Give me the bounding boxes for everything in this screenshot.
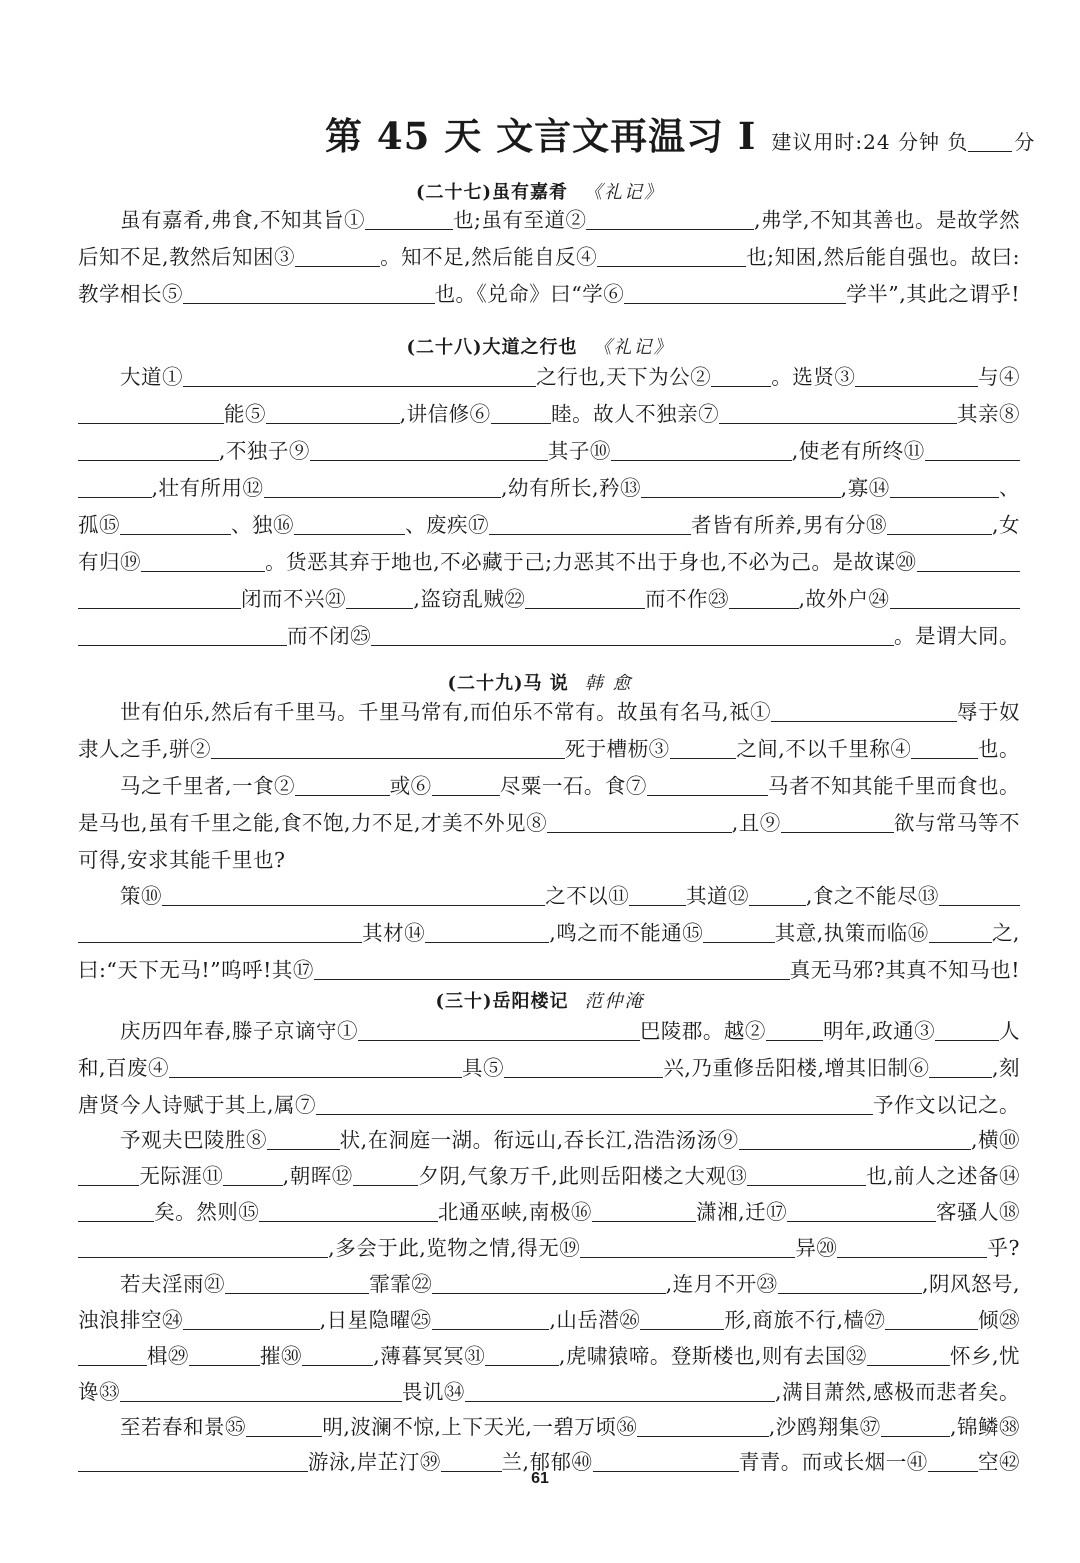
passage-text: ,故外户㉔ (798, 587, 890, 611)
answer-blank[interactable] (120, 1381, 402, 1402)
text-line (78, 1200, 1020, 1224)
answer-blank[interactable] (890, 477, 999, 498)
passage-text: 若夫淫雨㉑ (120, 1272, 225, 1296)
passage-text: ,弗学,不知其善也。是故学然 (753, 208, 1020, 232)
answer-blank[interactable] (881, 1416, 950, 1437)
answer-blank[interactable] (580, 1237, 795, 1258)
text-line (78, 402, 1020, 426)
passage-text: 北通巫峡,南极⑯ (437, 1200, 592, 1224)
text-line (78, 1164, 1020, 1188)
answer-blank[interactable] (640, 1309, 724, 1330)
passage-text: ,朝晖⑫ (282, 1164, 353, 1188)
passage-text: ,多会于此,览物之情,得无⑲ (328, 1236, 581, 1260)
passage-text: 其亲⑧ (956, 402, 1020, 426)
passage-text: 庆历四年春,滕子京谪守① (120, 1019, 359, 1043)
answer-blank[interactable] (78, 403, 224, 424)
answer-blank[interactable] (225, 1273, 369, 1294)
answer-blank[interactable] (223, 1165, 282, 1186)
passage-text: 浊浪排空㉔ (78, 1308, 183, 1332)
answer-blank[interactable] (929, 922, 992, 943)
score-blank[interactable] (968, 131, 1012, 152)
text-line (78, 1308, 1020, 1332)
answer-blank[interactable] (162, 885, 545, 906)
passage-text: 孤⑮ (78, 513, 120, 537)
text-line (78, 1380, 1020, 1404)
answer-blank[interactable] (346, 588, 413, 609)
suggested-time: 建议用时:24 分钟 负 (771, 130, 969, 154)
answer-blank[interactable] (597, 246, 746, 267)
text-line (78, 476, 1020, 500)
page-number: 61 (531, 1470, 549, 1487)
passage-text: 、 (998, 476, 1020, 500)
text-line (78, 958, 1020, 982)
section-title (0, 987, 1080, 1013)
passage-text: 巴陵郡。越② (639, 1019, 766, 1043)
passage-text: ,刻 (991, 1056, 1020, 1080)
passage-text: 也,前人之述备⑭ (865, 1164, 1020, 1188)
answer-blank[interactable] (432, 775, 500, 796)
answer-blank[interactable] (465, 1381, 775, 1402)
answer-blank[interactable] (266, 403, 400, 424)
answer-blank[interactable] (78, 588, 241, 609)
passage-text: 、废疾⑰ (405, 513, 490, 537)
text-line (120, 1415, 1020, 1439)
answer-blank[interactable] (592, 1201, 696, 1222)
answer-blank[interactable] (183, 366, 536, 387)
answer-blank[interactable] (141, 551, 265, 572)
passage-text: 夕阴,气象万千,此则岳阳楼之大观⑬ (418, 1164, 748, 1188)
passage-text: 死于槽枥③ (564, 737, 670, 761)
answer-blank[interactable] (771, 701, 957, 722)
answer-blank[interactable] (911, 738, 978, 759)
answer-blank[interactable] (189, 1345, 260, 1366)
answer-blank[interactable] (641, 477, 841, 498)
passage-text: ,日星隐曜㉕ (319, 1308, 432, 1332)
answer-blank[interactable] (586, 209, 753, 230)
passage-text: 之间,不以千里称④ (736, 737, 912, 761)
passage-text: 兴,乃重修岳阳楼,增其旧制⑥ (663, 1056, 930, 1080)
passage-text: 而不闭㉕ (287, 624, 372, 648)
text-line (120, 1128, 1020, 1152)
answer-blank[interactable] (432, 1273, 665, 1294)
passage-text: ,连月不开㉓ (665, 1272, 778, 1296)
passage-text: 人 (998, 1019, 1020, 1043)
passage-text: ,山岳潜㉖ (549, 1308, 641, 1332)
section-title (0, 178, 1080, 204)
passage-text: 客骚人⑱ (935, 1200, 1020, 1224)
passage-text: 其意,执策而临⑯ (774, 921, 929, 945)
passage-text: 大道① (120, 365, 183, 389)
text-line (120, 884, 1020, 908)
text-line (120, 208, 1020, 232)
text-line (120, 700, 1020, 724)
answer-blank[interactable] (525, 588, 645, 609)
passage-text: 或⑥ (389, 774, 432, 798)
passage-text: 游泳,岸芷汀㊴ (307, 1450, 441, 1474)
section-author: 韩 愈 (584, 673, 633, 694)
answer-blank[interactable] (867, 1345, 950, 1366)
passage-text: ,不独子⑨ (218, 439, 310, 463)
passage-text: 者皆有所养,男有分⑱ (690, 513, 887, 537)
answer-blank[interactable] (183, 1309, 320, 1330)
passage-text: 有归⑲ (78, 550, 141, 574)
text-line (78, 1093, 1020, 1117)
passage-text: 辱于奴 (957, 700, 1020, 724)
passage-text: 。知不足,然后能自反④ (380, 245, 598, 269)
answer-blank[interactable] (917, 551, 1020, 572)
passage-text: 也;虽有至道② (453, 208, 587, 232)
text-line (120, 365, 1020, 389)
passage-text: ,薄暮冥冥㉛ (373, 1344, 486, 1368)
text-line (78, 1056, 1020, 1080)
section-heading: (二十八)大道之行也 (406, 337, 578, 358)
answer-blank[interactable] (78, 1237, 328, 1258)
passage-text: 青青。而或长烟一㊶ (738, 1450, 928, 1474)
answer-blank[interactable] (264, 477, 501, 498)
passage-text: 与④ (977, 365, 1020, 389)
passage-text: 学半”,其此之谓乎! (846, 282, 1020, 306)
section-heading: (三十)岳阳楼记 (435, 991, 569, 1012)
passage-text: ,寡⑭ (840, 476, 890, 500)
answer-blank[interactable] (78, 1451, 308, 1472)
passage-text: 异⑳ (795, 1236, 838, 1260)
passage-text: 也;知困,然后能自强也。故曰: (746, 245, 1020, 269)
text-line (120, 1272, 1020, 1296)
text-line (78, 587, 1020, 611)
passage-text: 策⑩ (120, 884, 162, 908)
passage-text: ,横⑩ (970, 1128, 1020, 1152)
passage-text: 明年,政通③ (823, 1019, 936, 1043)
passage-text: 至若春和景㉟ (120, 1415, 246, 1439)
text-line (78, 245, 1020, 269)
passage-text: 其材⑭ (362, 921, 426, 945)
passage-text: 世有伯乐,然后有千里马。千里马常有,而伯乐不常有。故虽有名马,祗① (120, 700, 772, 724)
answer-blank[interactable] (929, 1057, 991, 1078)
passage-text: 明,波澜不惊,上下天光,一碧万顷㊱ (322, 1415, 638, 1439)
passage-text: ,虎啸猿啼。登斯楼也,则有去国㉜ (558, 1344, 867, 1368)
passage-text: 予作文以记之。 (873, 1093, 1020, 1117)
passage-text: 倾㉘ (977, 1308, 1020, 1332)
passage-text: 、独⑯ (231, 513, 295, 537)
answer-blank[interactable] (485, 1345, 559, 1366)
answer-blank[interactable] (855, 366, 978, 387)
passage-text: 之, (991, 921, 1020, 945)
passage-text: 楫㉙ (146, 1344, 189, 1368)
answer-blank[interactable] (246, 1416, 322, 1437)
answer-blank[interactable] (78, 1345, 147, 1366)
answer-blank[interactable] (928, 1451, 978, 1472)
answer-blank[interactable] (703, 922, 775, 943)
answer-blank[interactable] (371, 625, 894, 646)
answer-blank[interactable] (766, 1020, 823, 1041)
answer-blank[interactable] (78, 1201, 154, 1222)
answer-blank[interactable] (778, 1273, 922, 1294)
page-header (325, 106, 1035, 160)
answer-blank[interactable] (78, 477, 152, 498)
section-author: 《礼记》 (593, 337, 674, 358)
section-title (0, 669, 1080, 695)
answer-blank[interactable] (169, 1057, 462, 1078)
text-line (78, 737, 1020, 761)
passage-text: 唐贤今人诗赋于其上,属⑦ (78, 1093, 317, 1117)
passage-text: 乎? (987, 1236, 1020, 1260)
answer-blank[interactable] (489, 514, 691, 535)
passage-text: 也。 (977, 737, 1020, 761)
passage-text: 也。《兑命》曰“学⑥ (434, 282, 625, 306)
text-line (78, 848, 286, 872)
text-line (78, 439, 1020, 463)
answer-blank[interactable] (295, 246, 380, 267)
passage-text: ,讲信修⑥ (399, 402, 491, 426)
passage-text: 空㊷ (977, 1450, 1020, 1474)
answer-blank[interactable] (432, 1309, 550, 1330)
answer-blank[interactable] (719, 403, 957, 424)
answer-blank[interactable] (78, 625, 287, 646)
answer-blank[interactable] (637, 1416, 768, 1437)
passage-text: 虽有嘉肴,弗食,不知其旨① (120, 208, 366, 232)
answer-blank[interactable] (183, 283, 435, 304)
passage-text: 马者不知其能千里而食也。 (767, 774, 1020, 798)
answer-blank[interactable] (885, 1309, 977, 1330)
passage-text: 能⑤ (224, 402, 267, 426)
answer-blank[interactable] (294, 514, 405, 535)
passage-text: 是马也,虽有千里之能,食不饱,力不足,才美不外见⑧ (78, 811, 548, 835)
passage-text: 可得,安求其能千里也? (78, 848, 286, 872)
answer-blank[interactable] (781, 812, 894, 833)
passage-text: ,沙鸥翔集㊲ (768, 1415, 881, 1439)
passage-text: 闭而不兴㉑ (241, 587, 347, 611)
passage-text: 予观夫巴陵胜⑧ (120, 1128, 267, 1152)
passage-text: 矣。然则⑮ (154, 1200, 260, 1224)
answer-blank[interactable] (365, 209, 453, 230)
passage-text: 睦。故人不独亲⑦ (551, 402, 720, 426)
answer-blank[interactable] (504, 1057, 663, 1078)
answer-blank[interactable] (729, 588, 799, 609)
answer-blank[interactable] (491, 403, 552, 424)
passage-text: 其子⑩ (547, 439, 611, 463)
text-line (78, 513, 1020, 537)
answer-blank[interactable] (887, 514, 992, 535)
section-heading: (二十九)马 说 (447, 673, 569, 694)
passage-text: ,锦鳞㊳ (949, 1415, 1020, 1439)
section-author: 范仲淹 (584, 991, 645, 1012)
answer-blank[interactable] (316, 1094, 873, 1115)
text-line (78, 811, 1020, 835)
passage-text: ,幼有所长,矜⑬ (501, 476, 642, 500)
passage-text: 后知不足,教然后知困③ (78, 245, 296, 269)
text-line (120, 774, 1020, 798)
text-line (120, 1019, 1020, 1043)
answer-blank[interactable] (647, 775, 768, 796)
answer-blank[interactable] (670, 738, 737, 759)
section-author: 《礼记》 (584, 182, 665, 203)
answer-blank[interactable] (441, 1451, 502, 1472)
passage-text: ,壮有所用⑫ (151, 476, 264, 500)
section-title (0, 333, 1080, 359)
passage-text: 摧㉚ (260, 1344, 303, 1368)
answer-blank[interactable] (314, 959, 790, 980)
answer-blank[interactable] (310, 440, 548, 461)
passage-text: ,使老有所终⑪ (791, 439, 925, 463)
answer-blank[interactable] (890, 588, 1020, 609)
text-line (78, 550, 1020, 574)
passage-text: 状,在洞庭一湖。衔远山,吞长江,浩浩汤汤⑨ (339, 1128, 739, 1152)
passage-text: 。选贤③ (771, 365, 856, 389)
answer-blank[interactable] (302, 1345, 373, 1366)
passage-text: 和,百废④ (78, 1056, 170, 1080)
answer-blank[interactable] (837, 1237, 987, 1258)
text-line (78, 1236, 1020, 1260)
passage-text: 之不以⑪ (545, 884, 630, 908)
answer-blank[interactable] (925, 440, 1020, 461)
passage-text: ,女 (991, 513, 1020, 537)
answer-blank[interactable] (593, 1451, 739, 1472)
passage-text: 具⑤ (462, 1056, 505, 1080)
answer-blank[interactable] (611, 440, 792, 461)
text-line (78, 1344, 1020, 1368)
passage-text: 教学相长⑤ (78, 282, 183, 306)
answer-blank[interactable] (211, 738, 565, 759)
passage-text: ,盗窃乱贼㉒ (413, 587, 526, 611)
answer-blank[interactable] (120, 514, 231, 535)
passage-text: 霏霏㉒ (369, 1272, 433, 1296)
passage-text: 隶人之手,骈② (78, 737, 212, 761)
answer-blank[interactable] (939, 885, 1020, 906)
passage-text: ,阴风怒号, (921, 1272, 1020, 1296)
answer-blank[interactable] (78, 922, 362, 943)
passage-text: 形,商旅不行,樯㉗ (724, 1308, 886, 1332)
passage-text: 兰,郁郁㊵ (501, 1450, 593, 1474)
answer-blank[interactable] (358, 1020, 640, 1041)
score-unit: 分 (1014, 130, 1036, 154)
passage-text: 。是谓大同。 (893, 624, 1020, 648)
passage-text: ,食之不能尽⑬ (805, 884, 939, 908)
passage-text: 马之千里者,一食② (120, 774, 296, 798)
answer-blank[interactable] (353, 1165, 419, 1186)
section-heading: (二十七)虽有嘉肴 (415, 182, 569, 203)
answer-blank[interactable] (935, 1020, 999, 1041)
answer-blank[interactable] (711, 366, 771, 387)
passage-text: 。货恶其弃于地也,不必藏于己;力恶其不出于身也,不必为己。是故谋⑳ (265, 550, 917, 574)
answer-blank[interactable] (78, 440, 219, 461)
text-line (78, 624, 1020, 648)
passage-text: 怀乡,忧 (949, 1344, 1020, 1368)
answer-blank[interactable] (787, 1201, 936, 1222)
passage-text: 畏讥㉞ (401, 1380, 465, 1404)
passage-text: ,满目萧然,感极而悲者矣。 (774, 1380, 1020, 1404)
passage-text: 曰:“天下无马!”呜呼!其⑰ (78, 958, 314, 982)
page-title: 第 45 天 文言文再温习 I (325, 114, 757, 158)
answer-blank[interactable] (78, 1165, 139, 1186)
answer-blank[interactable] (747, 1165, 866, 1186)
answer-blank[interactable] (629, 885, 686, 906)
passage-text: ,且⑨ (731, 811, 781, 835)
passage-text: 真无马邪?其真不知马也! (789, 958, 1020, 982)
passage-text: 其道⑫ (686, 884, 750, 908)
text-line (78, 282, 1020, 306)
passage-text: 而不作㉓ (644, 587, 729, 611)
answer-blank[interactable] (267, 1129, 340, 1150)
passage-text: 谗㉝ (78, 1380, 120, 1404)
passage-text: 无际涯⑪ (139, 1164, 224, 1188)
answer-blank[interactable] (547, 812, 732, 833)
passage-text: 欲与常马等不 (893, 811, 1020, 835)
passage-text: 潇湘,迁⑰ (696, 1200, 788, 1224)
passage-text: 尽粟一石。食⑦ (499, 774, 647, 798)
answer-blank[interactable] (259, 1201, 438, 1222)
text-line (78, 921, 1020, 945)
answer-blank[interactable] (295, 775, 390, 796)
passage-text: ,鸣之而不能通⑮ (549, 921, 704, 945)
answer-blank[interactable] (739, 1129, 971, 1150)
answer-blank[interactable] (624, 283, 846, 304)
passage-text: 之行也,天下为公② (536, 365, 712, 389)
answer-blank[interactable] (749, 885, 806, 906)
answer-blank[interactable] (425, 922, 549, 943)
